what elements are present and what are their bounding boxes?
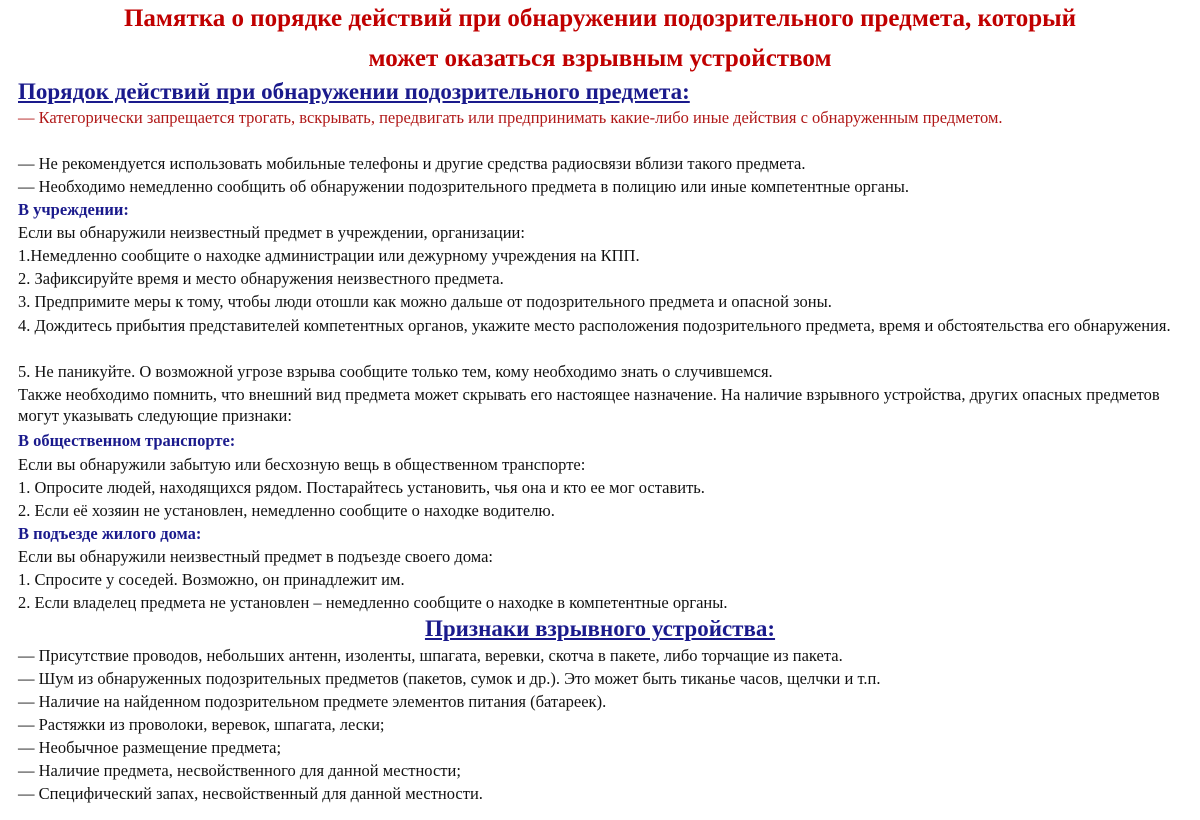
entrance-intro: Если вы обнаружили неизвестный предмет в подъезде своего дома: (18, 547, 494, 566)
page-title-line-1: Памятка о порядке действий при обнаружении подозрительного предмета, который (123, 5, 1077, 32)
procedure-heading: Порядок действий при обнаружении подозрительного предмета: (18, 79, 690, 104)
institution-step-1: 1.Немедленно сообщите о находке администрации или дежурному учреждения на КПП. (18, 246, 640, 265)
transport-intro: Если вы обнаружили забытую или бесхозную вещь в общественном транспорте: (18, 455, 586, 474)
institution-heading: В учреждении: (18, 200, 129, 219)
institution-intro: Если вы обнаружили неизвестный предмет в учреждении, организации: (18, 223, 525, 242)
procedure-item-report-police: — Необходимо немедленно сообщить об обнаружении подозрительного предмета в полицию или иные компетентные органы. (18, 177, 909, 196)
transport-heading: В общественном транспорте: (18, 431, 236, 450)
transport-step-2: 2. Если её хозяин не установлен, немедленно сообщите о находке водителю. (18, 501, 555, 520)
institution-step-5: 5. Не паникуйте. О возможной угрозе взрыва сообщите только тем, кому необходимо знать о случившемся. (18, 362, 773, 381)
institution-step-2: 2. Зафиксируйте время и место обнаружения неизвестного предмета. (18, 269, 504, 288)
signs-item-smell: — Специфический запах, несвойственный для данной местности. (18, 784, 483, 803)
signs-item-tripwires: — Растяжки из проволоки, веревок, шпагата, лески; (18, 715, 385, 734)
signs-item-noise: — Шум из обнаруженных подозрительных предметов (пакетов, сумок и др.). Это может быть тиканье часов, щелчки и т.п. (18, 669, 881, 688)
entrance-step-1: 1. Спросите у соседей. Возможно, он принадлежит им. (18, 570, 405, 589)
institution-note: Также необходимо помнить, что внешний вид предмета может скрывать его настоящее назначение. На наличие взрывного устройства, других опасных предметов могут указывать следующие признаки: (18, 385, 1160, 425)
procedure-item-no-touching: — Категорически запрещается трогать, вскрывать, передвигать или предпринимать какие-либо иные действия с обнаруженным предметом. (18, 108, 1003, 127)
entrance-step-2: 2. Если владелец предмета не установлен – немедленно сообщите о находке в компетентные органы. (18, 593, 728, 612)
entrance-heading: В подъезде жилого дома: (18, 524, 202, 543)
institution-step-3: 3. Предпримите меры к тому, чтобы люди отошли как можно дальше от подозрительного предмета и опасной зоны. (18, 292, 832, 311)
signs-item-unusual-placement: — Необычное размещение предмета; (18, 738, 282, 757)
signs-heading: Признаки взрывного устройства: (424, 616, 776, 641)
signs-item-batteries: — Наличие на найденном подозрительном предмете элементов питания (батареек). (18, 692, 607, 711)
signs-item-wires: — Присутствие проводов, небольших антенн, изоленты, шпагата, веревки, скотча в пакете, либо торчащие из пакета. (18, 646, 843, 665)
procedure-item-no-phones: — Не рекомендуется использовать мобильные телефоны и другие средства радиосвязи вблизи такого предмета. (18, 154, 806, 173)
page-title-line-2: может оказаться взрывным устройством (368, 45, 832, 72)
transport-step-1: 1. Опросите людей, находящихся рядом. Постарайтесь установить, чья она и кто ее мог оставить. (18, 478, 705, 497)
institution-step-4: 4. Дождитесь прибытия представителей компетентных органов, укажите место расположения подозрительного предмета, время и обстоятельства его обнаружения. (18, 316, 1171, 335)
signs-item-out-of-place: — Наличие предмета, несвойственного для данной местности; (18, 761, 461, 780)
